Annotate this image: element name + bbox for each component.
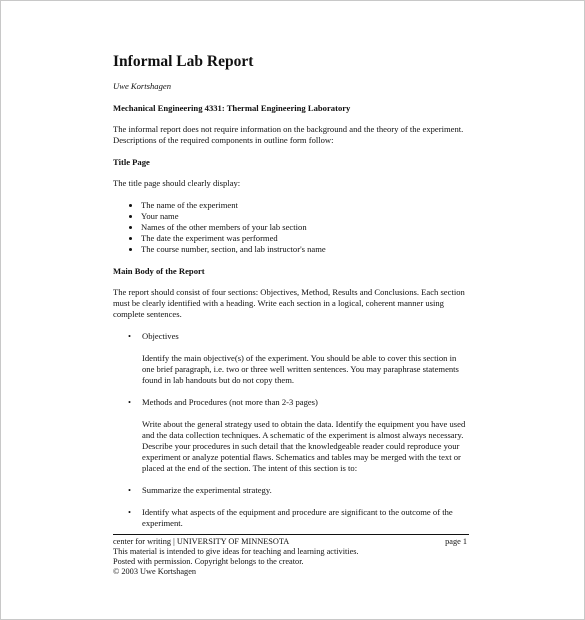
footer-note: This material is intended to give ideas for teaching and learning activities.	[113, 547, 359, 556]
footer-permission: Posted with permission. Copyright belongs to the creator.	[113, 557, 304, 566]
course-heading: Mechanical Engineering 4331: Thermal Engineering Laboratory	[113, 103, 351, 113]
title-page-heading: Title Page	[113, 157, 150, 167]
page-footer	[113, 534, 469, 577]
section-label: • Identify what aspects of the equipment and procedure are significant to the outcome of the experiment.	[142, 507, 453, 528]
footer-copyright: © 2003 Uwe Kortshagen	[113, 567, 197, 576]
list-item: • Names of the other members of your lab section	[141, 222, 469, 233]
page-number: page 1	[445, 537, 467, 546]
list-item: • The name of the experiment	[141, 200, 469, 211]
list-item: • Your name	[141, 211, 469, 222]
section-summarize	[128, 485, 469, 496]
main-body-lead: The report should consist of four sections: Objectives, Method, Results and Conclusions. Each section must be clearly identified with a heading. Write each section in a logical, coherent manner using complete sentences.	[113, 287, 465, 319]
page-title: Informal Lab Report	[113, 53, 254, 70]
section-text: Identify the main objective(s) of the experiment. You should be able to cover this section in one brief paragraph, i.e. two or three well written sentences. You may paraphrase statements found in lab handouts but do not copy them.	[142, 353, 459, 385]
section-label: • Methods and Procedures (not more than 2-3 pages)	[142, 397, 318, 407]
footer-source: center for writing | UNIVERSITY OF MINNESOTA	[113, 537, 290, 546]
title-page-lead: The title page should clearly display:	[113, 178, 241, 188]
section-label: • Summarize the experimental strategy.	[142, 485, 272, 495]
list-item: • The course number, section, and lab instructor's name	[141, 244, 469, 255]
section-list	[113, 331, 469, 529]
section-methods	[128, 397, 469, 474]
document-body	[113, 53, 469, 540]
main-body-heading: Main Body of the Report	[113, 266, 205, 276]
author: Uwe Kortshagen	[113, 81, 172, 91]
title-page-list	[113, 200, 469, 255]
section-text: Write about the general strategy used to obtain the data. Identify the equipment you have used and the data collection techniques. A schematic of the experiment is almost always necessary. Describe your procedures in such detail that the knowledgeable reader could reproduce your experiment or analyze potential flaws. Schematics and tables may be merged with the text or placed at the end of the section. The intent of this section is to:	[142, 419, 466, 473]
section-identify	[128, 507, 469, 529]
intro-paragraph: The informal report does not require information on the background and the theory of the experiment. Descriptions of the required components in outline form follow:	[113, 124, 464, 145]
section-label: • Objectives	[142, 331, 179, 341]
list-item: • The date the experiment was performed	[141, 233, 469, 244]
section-objectives	[128, 331, 469, 386]
